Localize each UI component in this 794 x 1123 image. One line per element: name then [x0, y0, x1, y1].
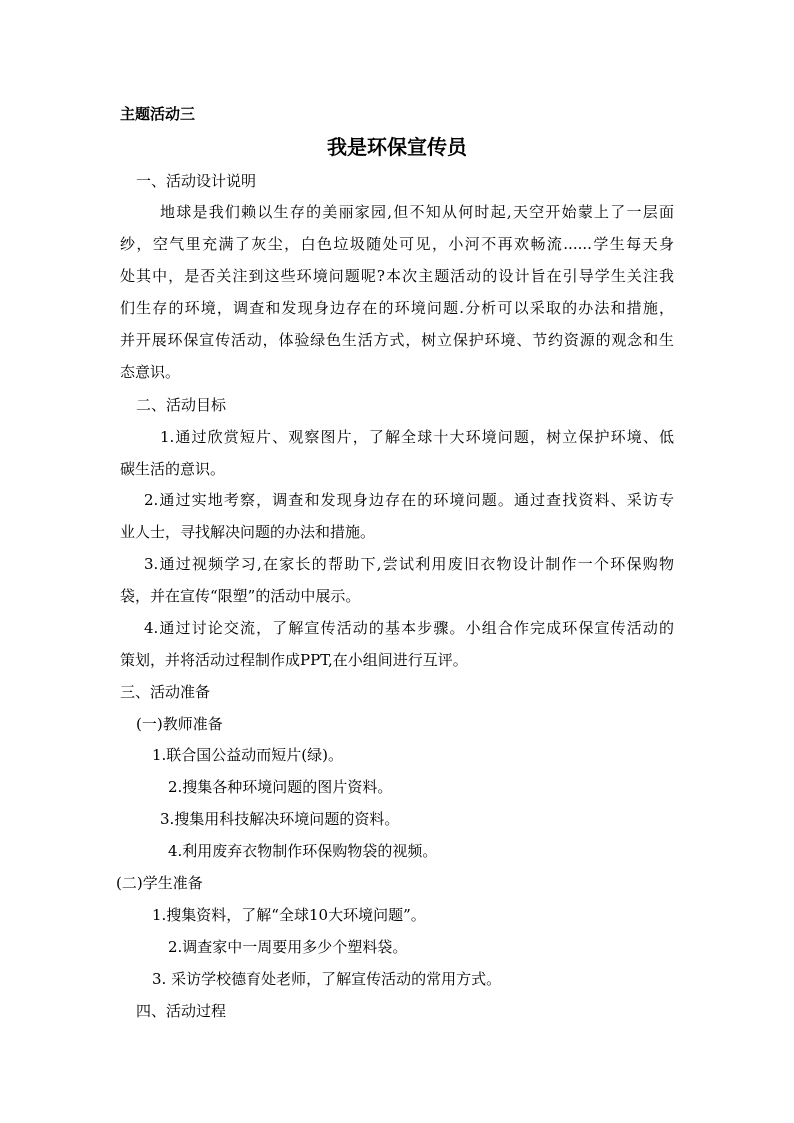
section4-heading: 四、活动过程 [136, 1002, 227, 1020]
theme-heading: 主题活动三 [120, 105, 196, 123]
section1-line: 处其中，是否关注到这些环境问题呢?本次主题活动的设计旨在引导学生关注我 [120, 267, 674, 285]
goal-line: 1.通过欣赏短片、观察图片，了解全球十大环境问题，树立保护环境、低 [160, 428, 674, 446]
teacher-prep-heading: (一)教师准备 [136, 715, 223, 733]
teacher-prep-item: 3.搜集用科技解决环境问题的资料。 [160, 810, 400, 828]
goal-line: 碳生活的意识。 [120, 460, 226, 478]
section1-line: 并开展环保宣传活动，体验绿色生活方式，树立保护环境、节约资源的观念和生 [120, 331, 674, 349]
section2-heading: 二、活动目标 [136, 396, 227, 414]
student-prep-item: 2.调查家中一周要用多少个塑料袋。 [168, 938, 408, 956]
teacher-prep-item: 4.利用废弃衣物制作环保购物袋的视频。 [168, 842, 438, 860]
section1-line: 们生存的环境，调查和发现身边存在的环境问题.分析可以采取的办法和措施， [120, 299, 674, 317]
section1-line: 纱，空气里充满了灰尘，白色垃圾随处可见，小河不再欢畅流......学生每天身 [120, 235, 674, 253]
section3-heading: 三、活动准备 [120, 683, 211, 701]
student-prep-heading: (二)学生准备 [116, 874, 203, 892]
goal-line: 2.通过实地考察，调查和发现身边存在的环境问题。通过查找资料、采访专 [144, 491, 674, 509]
teacher-prep-item: 2.搜集各种环境问题的图片资料。 [168, 778, 393, 796]
goal-line: 策划，并将活动过程制作成PPT,在小组间进行互评。 [120, 651, 468, 669]
section1-line: 态意识。 [120, 363, 181, 381]
section1-line: 地球是我们赖以生存的美丽家园,但不知从何时起,天空开始蒙上了一层面 [160, 203, 674, 221]
student-prep-item: 3. 采访学校德育处老师，了解宣传活动的常用方式。 [152, 970, 502, 988]
teacher-prep-item: 1.联合国公益动而短片(绿)。 [152, 746, 344, 764]
section1-heading: 一、活动设计说明 [136, 172, 257, 190]
page-title: 我是环保宣传员 [327, 135, 467, 159]
goal-line: 3.通过视频学习,在家长的帮助下,尝试利用废旧衣物设计制作一个环保购物 [144, 555, 674, 573]
student-prep-item: 1.搜集资料，了解“全球10大环境问题”。 [152, 906, 426, 924]
goal-line: 4.通过讨论交流，了解宣传活动的基本步骤。小组合作完成环保宣传活动的 [144, 619, 674, 637]
goal-line: 业人士，寻找解决问题的办法和措施。 [120, 523, 376, 541]
goal-line: 袋，并在宣传“限塑”的活动中展示。 [120, 587, 361, 605]
